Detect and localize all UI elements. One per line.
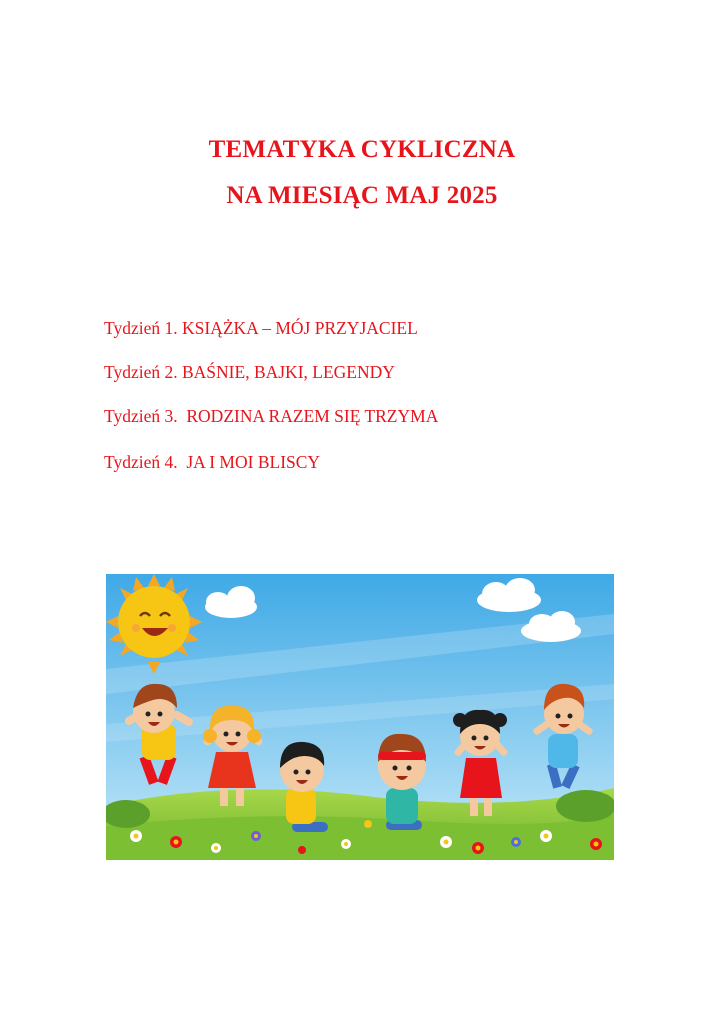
week-4-label: Tydzień 4. JA I MOI BLISCY xyxy=(104,452,321,472)
children-meadow-illustration xyxy=(106,574,614,860)
title-line-2: NA MIESIĄC MAJ 2025 xyxy=(226,182,498,209)
week-3-label: Tydzień 3. RODZINA RAZEM SIĘ TRZYMA xyxy=(104,406,439,426)
illustration-svg xyxy=(106,574,614,860)
title-line-1: TEMATYKA CYKLICZNA xyxy=(208,136,516,163)
week-2-label: Tydzień 2. BAŚNIE, BAJKI, LEGENDY xyxy=(104,362,395,382)
week-1-label: Tydzień 1. KSIĄŻKA – MÓJ PRZYJACIEL xyxy=(104,318,418,338)
